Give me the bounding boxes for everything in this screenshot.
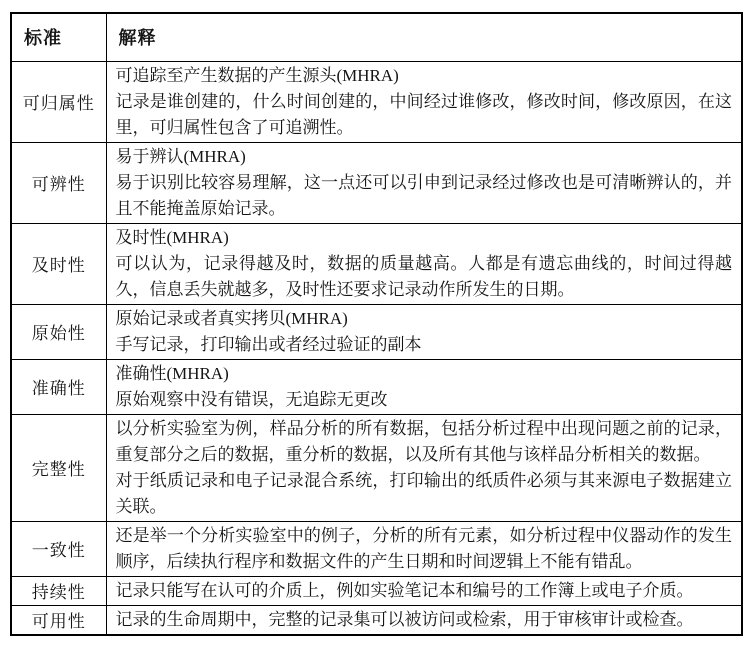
explanation-paragraph: 记录的生命周期中，完整的记录集可以被访问或检索，用于审核审计或检查。: [115, 609, 694, 629]
explanation-cell: [106, 576, 742, 605]
table-row: [11, 223, 742, 304]
explanation-cell: [106, 142, 742, 223]
table-row: [11, 414, 742, 521]
table-row: [11, 605, 742, 635]
standard-cell: 原始性: [11, 304, 106, 359]
explanation-paragraph: 易于辨认(MHRA): [115, 146, 246, 166]
explanation-paragraph: 原始观察中没有错误，无追踪无更改: [115, 389, 388, 409]
explanation-cell: [106, 304, 742, 359]
explanation-paragraph: 以分析实验室为例，样品分析的所有数据，包括分析过程中出现问题之前的记录，重复部分之后的数据，重分析的数据，以及所有其他与该样品分析相关的数据。: [115, 418, 732, 464]
standard-cell: 准确性: [11, 359, 106, 414]
table-row: [11, 576, 742, 605]
standard-cell: 及时性: [11, 223, 106, 304]
explanation-paragraph: 可追踪至产生数据的产生源头(MHRA): [115, 65, 399, 85]
standard-cell: 持续性: [11, 576, 106, 605]
explanation-paragraph: 手写记录，打印输出或者经过验证的副本: [115, 334, 422, 354]
explanation-paragraph: 还是举一个分析实验室中的例子，分析的所有元素，如分析过程中仪器动作的发生顺序，后续执行程序和数据文件的产生日期和时间逻辑上不能有错乱。: [115, 525, 732, 571]
explanation-cell: [106, 359, 742, 414]
standard-cell: 可归属性: [11, 61, 106, 142]
explanation-cell: [106, 414, 742, 521]
explanation-paragraph: 原始记录或者真实拷贝(MHRA): [115, 308, 348, 328]
table-row: [11, 359, 742, 414]
explanation-cell: [106, 223, 742, 304]
standard-cell: 可用性: [11, 605, 106, 635]
data-integrity-standards-table: [10, 12, 743, 636]
explanation-cell: [106, 521, 742, 576]
table-row: [11, 61, 742, 142]
explanation-paragraph: 易于识别比较容易理解，这一点还可以引申到记录经过修改也是可清晰辨认的，并且不能掩盖原始记录。: [115, 172, 732, 218]
explanation-cell: [106, 61, 742, 142]
explanation-paragraph: 记录是谁创建的，什么时间创建的，中间经过谁修改，修改时间，修改原因，在这里，可归属性包含了可追溯性。: [115, 91, 732, 137]
explanation-paragraph: 准确性(MHRA): [115, 363, 229, 383]
explanation-paragraph: 记录只能写在认可的介质上，例如实验笔记本和编号的工作簿上或电子介质。: [115, 580, 694, 600]
table-row: [11, 142, 742, 223]
explanation-paragraph: 对于纸质记录和电子记录混合系统，打印输出的纸质件必须与其来源电子数据建立关联。: [115, 470, 732, 516]
header-row: [11, 13, 742, 61]
explanation-paragraph: 可以认为，记录得越及时，数据的质量越高。人都是有遗忘曲线的，时间过得越久，信息丢失就越多，及时性还要求记录动作所发生的日期。: [115, 253, 732, 299]
standard-cell: 可辨性: [11, 142, 106, 223]
column-header-explanation: 解释: [106, 13, 742, 61]
explanation-paragraph: 及时性(MHRA): [115, 227, 229, 247]
explanation-cell: [106, 605, 742, 635]
standard-cell: 完整性: [11, 414, 106, 521]
table-row: [11, 521, 742, 576]
standard-cell: 一致性: [11, 521, 106, 576]
table-row: [11, 304, 742, 359]
column-header-standard: 标准: [11, 13, 106, 61]
